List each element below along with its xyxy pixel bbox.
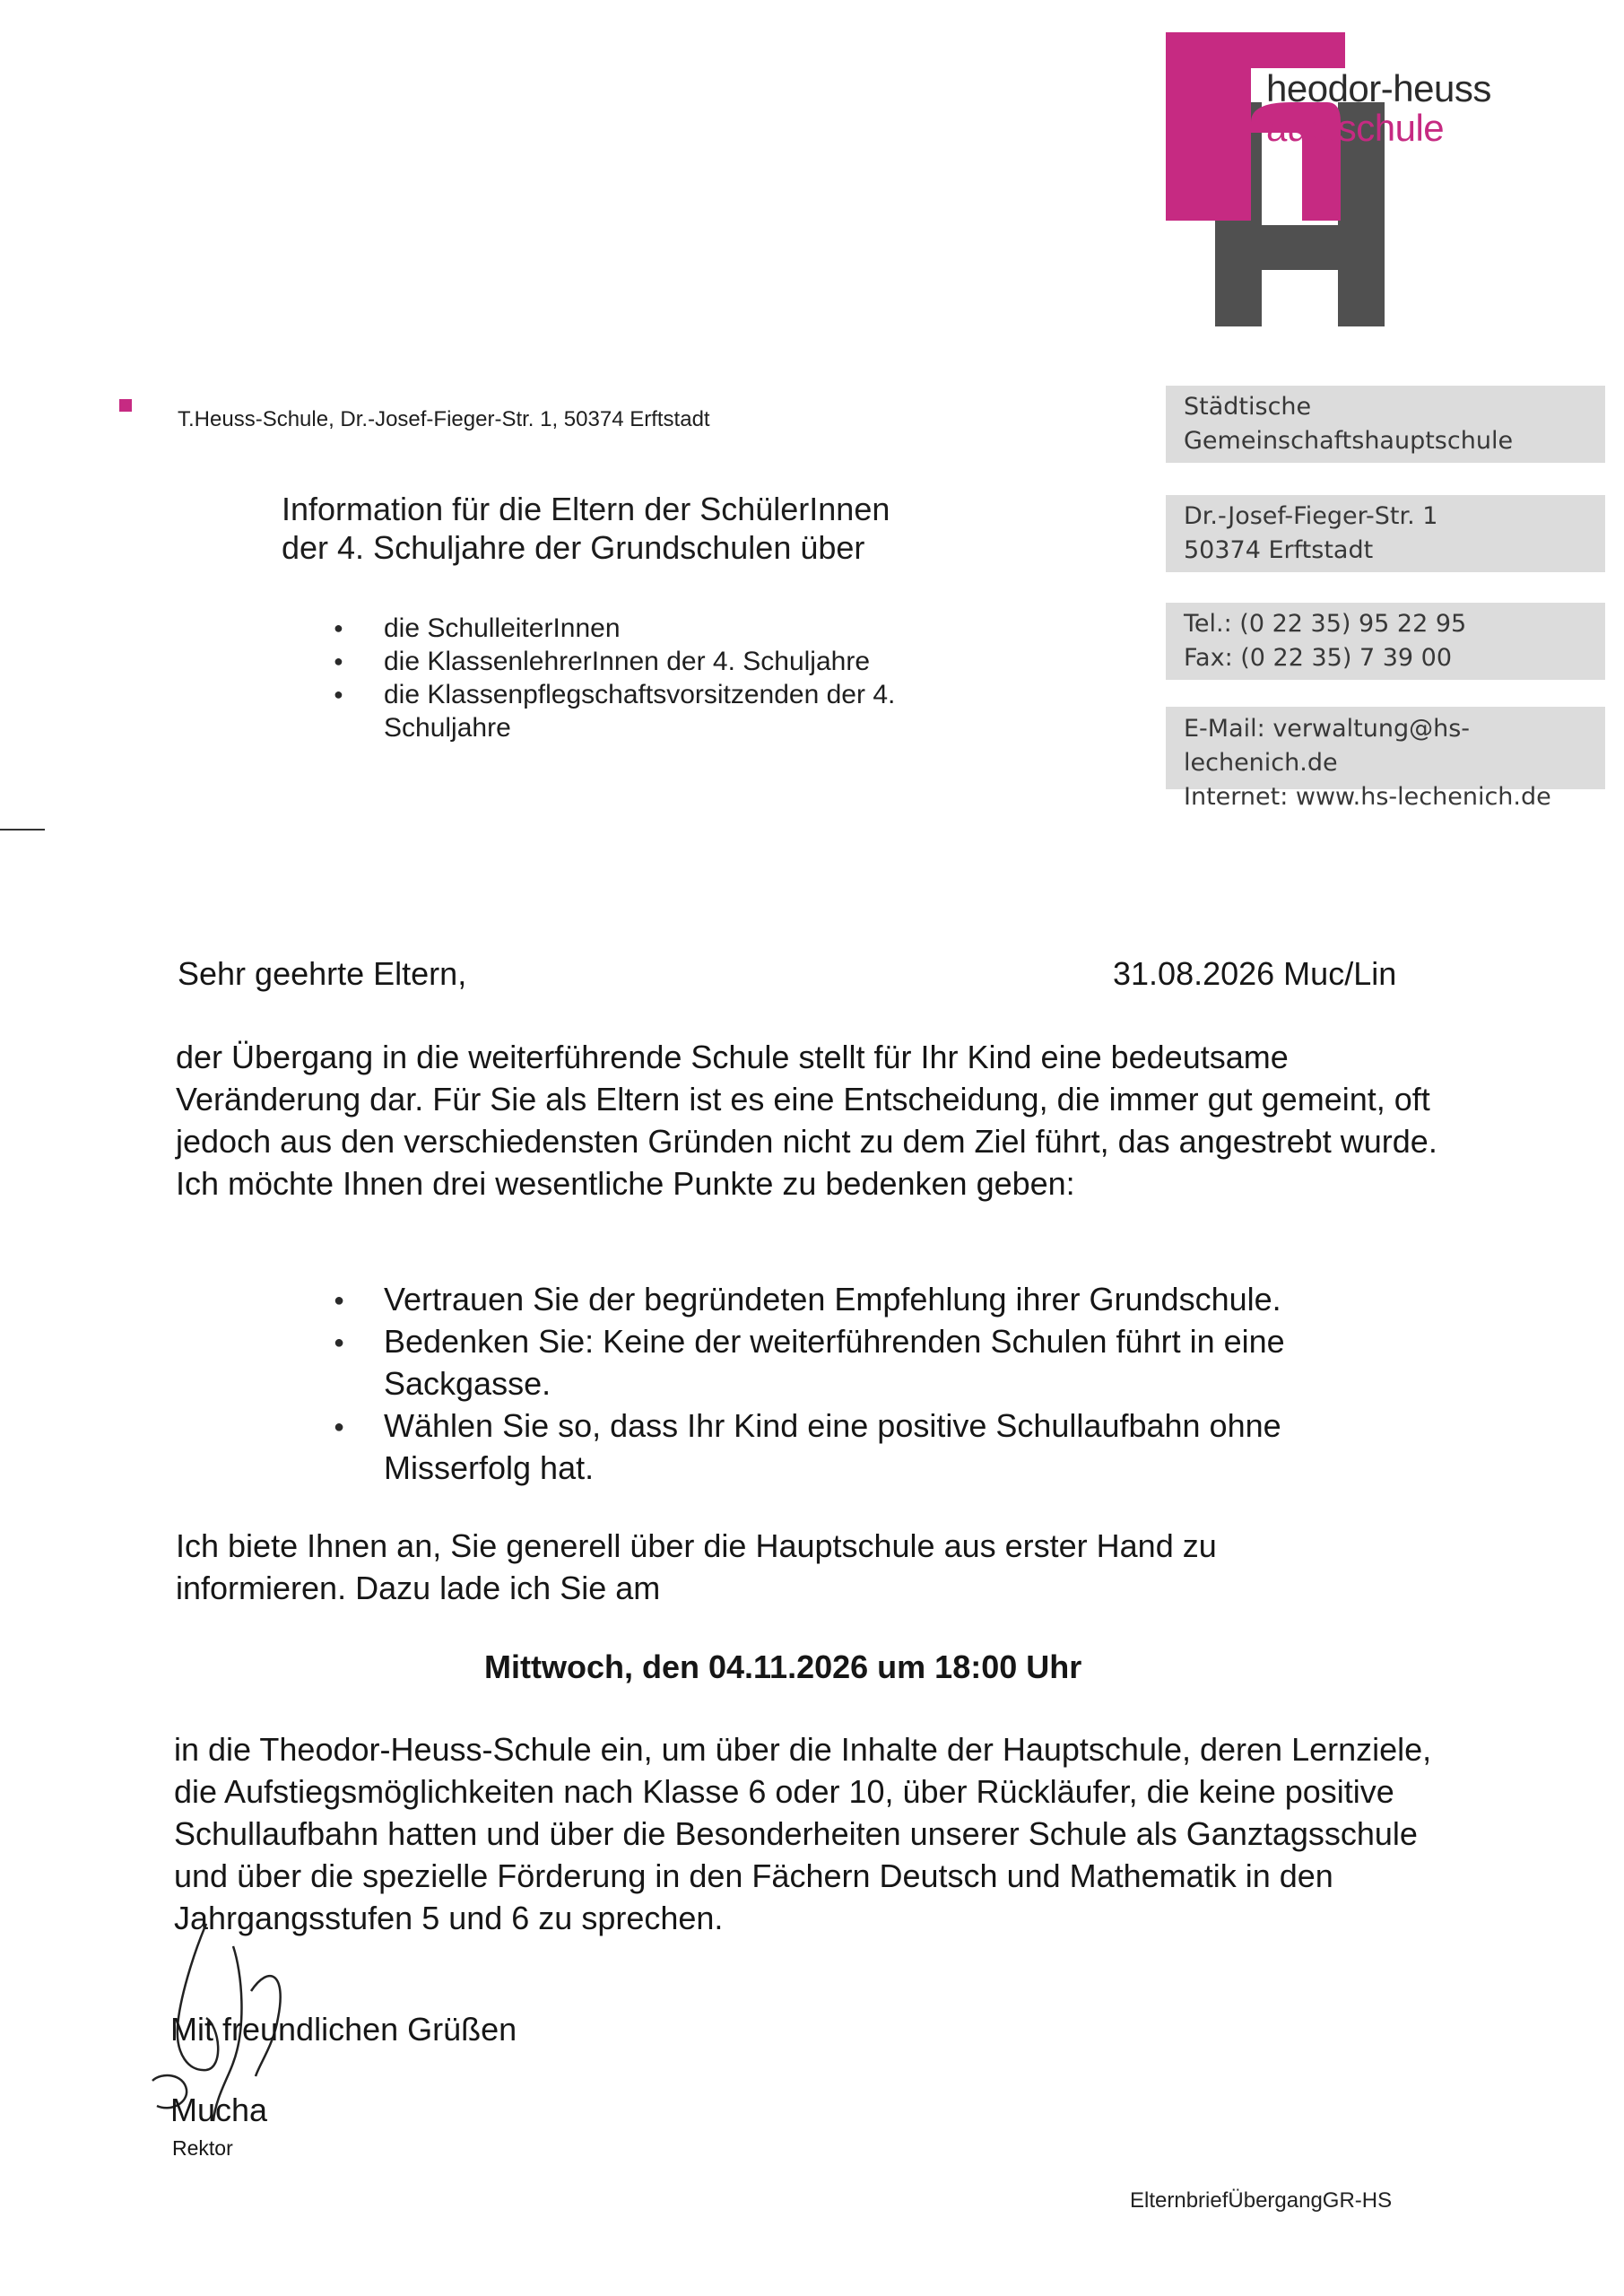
logo-text-line2: auptschule — [1266, 107, 1445, 149]
recipient-item: ● die KlassenlehrerInnen der 4. Schuljahre — [334, 645, 961, 678]
school-type-box — [1166, 386, 1605, 463]
phone-box — [1166, 603, 1605, 680]
website: Internet: www.hs-lechenich.de — [1184, 783, 1551, 811]
headline-line2: der 4. Schuljahre der Grundschulen über — [282, 529, 865, 566]
event-date: Mittwoch, den 04.11.2026 um 18:00 Uhr — [484, 1648, 1082, 1685]
key-point: ● Wählen Sie so, dass Ihr Kind eine positive Schullaufbahn ohne Misserfolg hat. — [334, 1405, 1410, 1489]
sender-address: T.Heuss-Schule, Dr.-Josef-Fieger-Str. 1, 50374 Erftstadt — [178, 407, 710, 431]
key-points-list — [334, 1278, 1410, 1489]
recipient-item: ● die Klassenpflegschaftsvorsitzenden der 4. Schuljahre — [334, 678, 961, 744]
address-box — [1166, 495, 1605, 572]
signer-role: Rektor — [172, 2136, 233, 2160]
document-reference: ElternbriefÜbergangGR-HS — [1130, 2188, 1393, 2213]
body-paragraph-3: in die Theodor-Heuss-Schule ein, um über die Inhalte der Hauptschule, deren Lernziele, die Aufstiegsmöglichkeiten nach Klasse 6 oder 10, über Rückläufer, die keine positive Schullaufbahn hatten und über die Besonderheiten unserer Schule als Ganztagsschule und über die spezielle Förderung in den Fächern Deutsch und Mathematik in den Jahrgangsstufen 5 und 6 zu sprechen. — [174, 1731, 1432, 1936]
email: E-Mail: verwaltung@hs-lechenich.de — [1184, 715, 1471, 777]
date-reference: 31.08.2026 Muc/Lin — [1113, 955, 1397, 992]
closing-formula: Mit freundlichen Grüßen — [170, 2011, 517, 2048]
key-point: ● Vertrauen Sie der begründeten Empfehlung ihrer Grundschule. — [334, 1278, 1410, 1320]
school-type-line1: Städtische — [1184, 393, 1312, 421]
salutation: Sehr geehrte Eltern, — [178, 955, 467, 992]
contact-box — [1166, 707, 1605, 811]
school-logo — [1166, 32, 1614, 328]
street: Dr.-Josef-Fieger-Str. 1 — [1184, 502, 1438, 530]
letter-headline — [282, 490, 890, 567]
fold-mark — [0, 829, 45, 831]
recipient-list — [334, 612, 961, 744]
headline-line1: Information für die Eltern der SchülerInnen — [282, 491, 890, 527]
body-paragraph-2: Ich biete Ihnen an, Sie generell über die Hauptschule aus erster Hand zu informieren. Dazu lade ich Sie am — [176, 1527, 1217, 1606]
sender-marker — [119, 399, 132, 412]
logo-text-line1: heodor-heuss — [1266, 67, 1491, 109]
recipient-item: ● die SchulleiterInnen — [334, 612, 961, 645]
telephone: Tel.: (0 22 35) 95 22 95 — [1184, 610, 1467, 638]
city: 50374 Erftstadt — [1184, 536, 1374, 564]
signer-name: Mucha — [170, 2092, 268, 2128]
body-paragraph-1: der Übergang in die weiterführende Schule stellt für Ihr Kind eine bedeutsame Veränderung dar. Für Sie als Eltern ist es eine Entscheidung, die immer gut gemeint, oft jedoch aus den verschiedensten Gründen nicht zu dem Ziel führt, das angestrebt wurde. Ich möchte Ihnen drei wesentliche Punkte zu bedenken geben: — [176, 1039, 1437, 1202]
school-type-line2: Gemeinschaftshauptschule — [1184, 427, 1514, 455]
fax: Fax: (0 22 35) 7 39 00 — [1184, 644, 1453, 672]
key-point: ● Bedenken Sie: Keine der weiterführenden Schulen führt in eine Sackgasse. — [334, 1320, 1410, 1405]
